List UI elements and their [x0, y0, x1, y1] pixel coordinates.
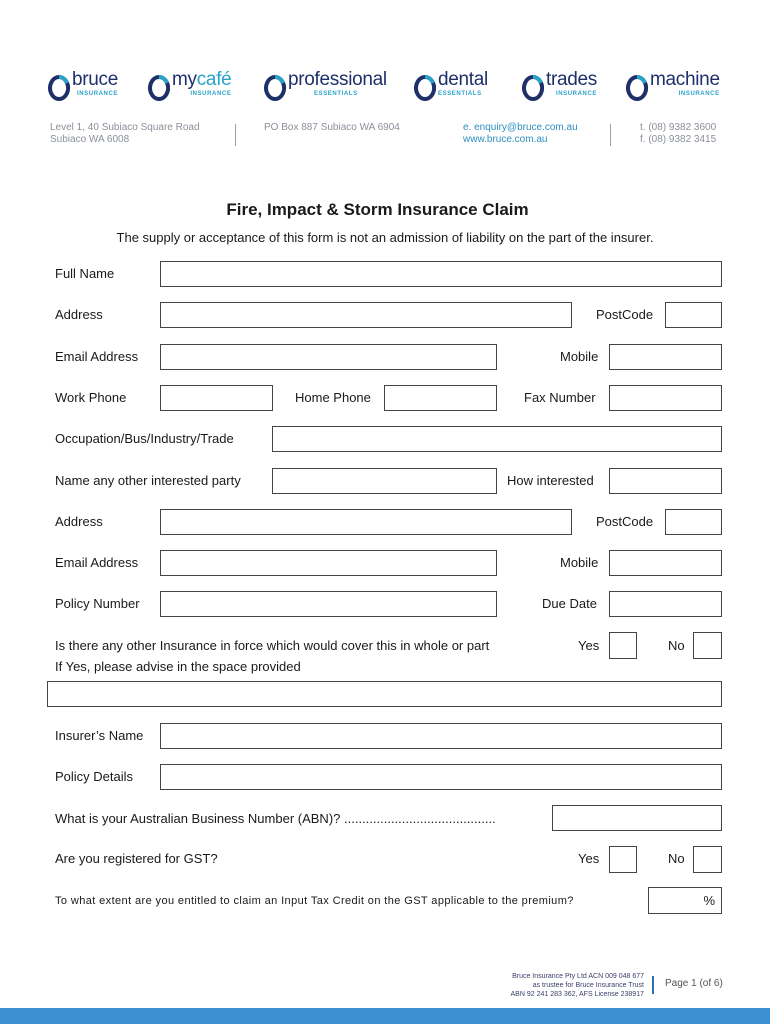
footer-line-1: Bruce Insurance Pty Ltd ACN 009 048 677	[512, 973, 644, 980]
brand-sub: ESSENTIALS	[314, 91, 358, 97]
brand-name-accent: café	[196, 69, 232, 90]
gst-yes-checkbox[interactable]	[609, 846, 637, 873]
other-insurance-yes-checkbox[interactable]	[609, 632, 637, 659]
email-field[interactable]	[160, 344, 497, 370]
fax-number: f. (08) 9382 3415	[640, 134, 717, 145]
how-interested-field[interactable]	[609, 468, 722, 494]
brand-sub: ESSENTIALS	[438, 91, 482, 97]
brand-sub: INSURANCE	[76, 91, 119, 97]
gst-yes-label: Yes	[578, 851, 600, 866]
other-insurance-no-checkbox[interactable]	[693, 632, 722, 659]
phone-number: t. (08) 9382 3600	[640, 122, 717, 133]
form-disclaimer: The supply or acceptance of this form is not an admission of liability on the part of the insurer.	[116, 230, 654, 245]
policy-details-field[interactable]	[160, 764, 722, 790]
contact-online	[463, 122, 578, 146]
policy-number-field[interactable]	[160, 591, 497, 617]
policy-details-label: Policy Details	[55, 769, 134, 784]
mycafe-logo-icon	[148, 74, 170, 104]
footer-strip	[0, 1008, 770, 1024]
address-field[interactable]	[160, 302, 572, 328]
gst-question: Are you registered for GST?	[55, 851, 218, 866]
insurer-name-field[interactable]	[160, 723, 722, 749]
abn-label: What is your Australian Business Number (ABN)? ..........................................	[55, 811, 496, 826]
party-postcode-label: PostCode	[596, 514, 654, 529]
other-party-field[interactable]	[272, 468, 497, 494]
footer-line-3: ABN 92 241 283 362, AFS License 238917	[510, 991, 644, 998]
occupation-label: Occupation/Bus/Industry/Trade	[55, 431, 234, 446]
party-mobile-field[interactable]	[609, 550, 722, 576]
footer-legal	[484, 972, 644, 999]
brand-name: machine	[650, 69, 720, 90]
party-email-field[interactable]	[160, 550, 497, 576]
abn-field[interactable]	[552, 805, 722, 831]
email-label: Email Address	[55, 349, 139, 364]
home-phone-field[interactable]	[384, 385, 497, 411]
work-phone-label: Work Phone	[55, 390, 127, 405]
brand-logo-bruce	[48, 70, 118, 110]
brand-name	[172, 70, 231, 89]
professional-logo-icon	[264, 74, 286, 104]
brand-logo-machine	[626, 70, 720, 110]
brand-sub: INSURANCE	[678, 91, 720, 97]
brand-name: trades	[546, 69, 598, 90]
party-mobile-label: Mobile	[560, 555, 599, 570]
party-address-label: Address	[55, 514, 103, 529]
home-phone-label: Home Phone	[295, 390, 371, 405]
other-party-label: Name any other interested party	[55, 473, 241, 488]
other-insurance-question: Is there any other Insurance in force which would cover this in whole or part	[55, 638, 490, 653]
gst-no-label: No	[668, 851, 685, 866]
brand-name-part: my	[172, 69, 197, 90]
work-phone-field[interactable]	[160, 385, 273, 411]
other-insurance-yes-label: Yes	[578, 638, 600, 653]
occupation-field[interactable]	[272, 426, 722, 452]
insurer-name-label: Insurer’s Name	[55, 728, 144, 743]
brand-sub: INSURANCE	[555, 91, 598, 97]
due-date-field[interactable]	[609, 591, 722, 617]
address-line-2: Subiaco WA 6008	[50, 134, 130, 145]
brand-logo-dental	[414, 70, 488, 110]
bruce-logo-icon	[48, 74, 70, 104]
full-name-label: Full Name	[55, 266, 115, 281]
contact-phone	[640, 122, 716, 146]
brand-logo-mycafe	[148, 70, 231, 110]
dental-logo-icon	[414, 74, 436, 104]
postcode-label: PostCode	[596, 307, 654, 322]
full-name-field[interactable]	[160, 261, 722, 287]
fax-field[interactable]	[609, 385, 722, 411]
other-insurance-details-field[interactable]	[47, 681, 722, 707]
itc-question: To what extent are you entitled to claim an Input Tax Credit on the GST applicable to the premium?	[55, 895, 574, 907]
mobile-field[interactable]	[609, 344, 722, 370]
address-line-1: Level 1, 40 Subiaco Square Road	[50, 122, 200, 133]
contact-address	[50, 122, 200, 146]
form-title: Fire, Impact & Storm Insurance Claim	[226, 200, 529, 219]
contact-divider	[610, 124, 611, 146]
email-link[interactable]: e. enquiry@bruce.com.au	[463, 122, 578, 133]
due-date-label: Due Date	[542, 596, 597, 611]
if-yes-instruction: If Yes, please advise in the space provided	[55, 659, 301, 674]
how-interested-label: How interested	[507, 473, 594, 488]
postcode-field[interactable]	[665, 302, 722, 328]
party-postcode-field[interactable]	[665, 509, 722, 535]
policy-number-label: Policy Number	[55, 596, 140, 611]
brand-logo-trades	[522, 70, 597, 110]
machine-logo-icon	[626, 74, 648, 104]
party-address-field[interactable]	[160, 509, 572, 535]
brand-name: bruce	[72, 69, 119, 90]
other-insurance-no-label: No	[668, 638, 685, 653]
party-email-label: Email Address	[55, 555, 139, 570]
brand-sub: INSURANCE	[190, 91, 232, 97]
page-number: Page 1 (of 6)	[665, 978, 723, 989]
contact-divider	[235, 124, 236, 146]
address-label: Address	[55, 307, 103, 322]
percent-sign: %	[703, 893, 715, 908]
trades-logo-icon	[522, 74, 544, 104]
itc-percent-field[interactable]	[648, 887, 722, 914]
footer-divider	[652, 976, 654, 994]
web-link[interactable]: www.bruce.com.au	[463, 134, 548, 145]
fax-label: Fax Number	[524, 390, 596, 405]
brand-name: dental	[438, 69, 488, 90]
footer-line-2: as trustee for Bruce Insurance Trust	[532, 982, 644, 989]
gst-no-checkbox[interactable]	[693, 846, 722, 873]
brand-logo-professional	[264, 70, 387, 110]
mobile-label: Mobile	[560, 349, 599, 364]
brand-name: professional	[288, 69, 387, 90]
contact-po-box: PO Box 887 Subiaco WA 6904	[264, 122, 400, 133]
